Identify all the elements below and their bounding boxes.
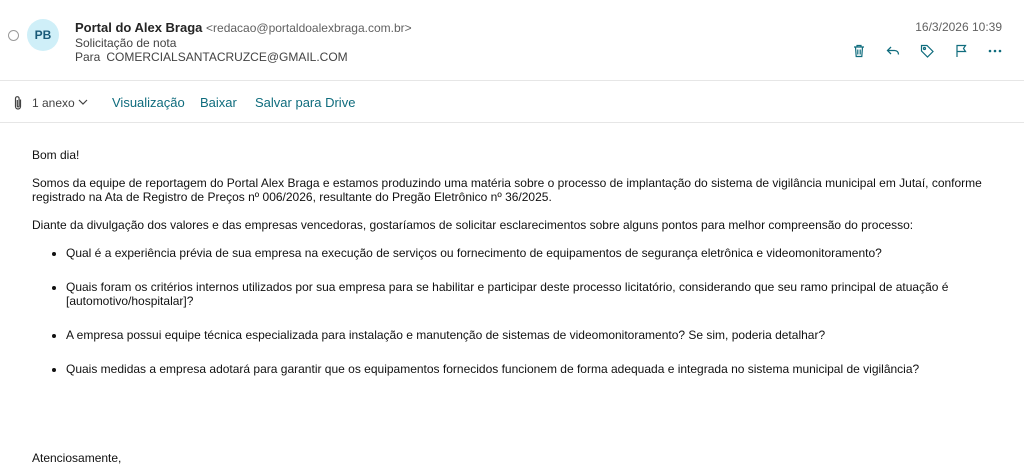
message-body [32, 148, 992, 396]
message-header [0, 0, 1024, 81]
reply-icon [885, 43, 901, 59]
avatar[interactable]: PB [27, 19, 59, 51]
chevron-down-icon[interactable] [78, 98, 88, 106]
list-item: • Quais medidas a empresa adotará para garantir que os equipamentos fornecidos funcionem de forma adequada e integrada no sistema municipal de vigilância? [66, 362, 992, 376]
list-item: • A empresa possui equipe técnica especializada para instalação e manutenção de sistemas de videomonitoramento? Se sim, poderia detalhar? [66, 328, 992, 342]
trash-icon [851, 43, 867, 59]
sender-email[interactable]: <redacao@portaldoalexbraga.com.br> [206, 21, 412, 35]
question-list [32, 246, 992, 376]
body-paragraph: Diante da divulgação dos valores e das empresas vencedoras, gostaríamos de solicitar esclarecimentos sobre alguns pontos para melhor compreensão do processo: [32, 218, 914, 232]
greeting: Bom dia! [32, 148, 80, 162]
message-actions [850, 42, 1004, 60]
paperclip-icon [12, 95, 24, 111]
save-to-drive-link[interactable]: Salvar para Drive [255, 95, 356, 110]
list-item: • Quais foram os critérios internos utilizados por sua empresa para se habilitar e participar deste processo licitatório, considerando que seu ramo principal de atuação é [automotivo/hospitalar]? [66, 280, 992, 308]
list-item: • Qual é a experiência prévia de sua empresa na execução de serviços ou fornecimento de equipamentos de segurança eletrônica e videomonitoramento? [66, 246, 992, 260]
sender-line [75, 20, 412, 35]
to-label: Para [75, 50, 101, 64]
attachment-count[interactable]: 1 anexo [32, 96, 75, 110]
delete-button[interactable] [850, 42, 868, 60]
download-link[interactable]: Baixar [200, 95, 237, 110]
flag-button[interactable] [952, 42, 970, 60]
message-datetime: 16/3/2026 10:39 [915, 20, 1002, 34]
tag-icon [919, 43, 935, 59]
subject: Solicitação de nota [75, 36, 177, 50]
tag-button[interactable] [918, 42, 936, 60]
more-options-button[interactable] [986, 42, 1004, 60]
more-icon [987, 43, 1003, 59]
body-paragraph: Somos da equipe de reportagem do Portal Alex Braga e estamos produzindo uma matéria sobre o processo de implantação do sistema de vigilância municipal em Jutaí, conforme registrado na Ata de Registro de Preços nº 006/2026, resultante do Pregão Eletrônico nº 36/2025. [32, 176, 982, 204]
reply-button[interactable] [884, 42, 902, 60]
signoff: Atenciosamente, [32, 451, 122, 465]
recipient-line [75, 50, 348, 64]
select-radio[interactable] [8, 30, 19, 41]
sender-name[interactable]: Portal do Alex Braga [75, 20, 203, 35]
preview-link[interactable]: Visualização [112, 95, 185, 110]
recipient[interactable]: COMERCIALSANTACRUZCE@GMAIL.COM [106, 50, 348, 64]
flag-icon [953, 43, 969, 59]
